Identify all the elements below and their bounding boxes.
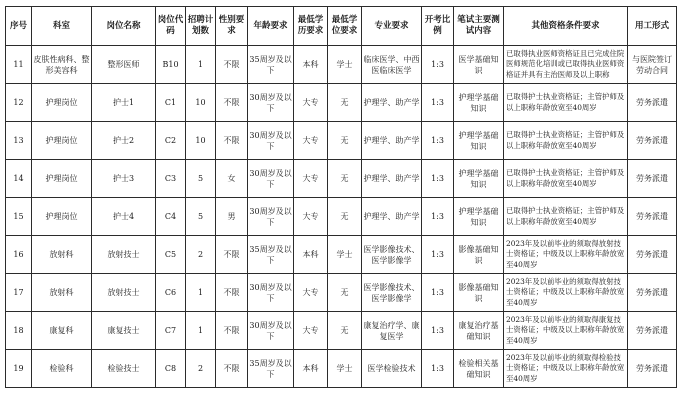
cell-age: 30周岁及以下	[248, 160, 294, 198]
header-plan: 招聘计划数	[186, 7, 216, 46]
cell-degree: 无	[328, 160, 362, 198]
cell-ratio: 1:3	[422, 236, 454, 274]
table-row	[6, 160, 677, 198]
header-major: 专业要求	[362, 7, 422, 46]
cell-major: 护理学、助产学	[362, 122, 422, 160]
cell-gender: 不限	[216, 312, 248, 350]
header-edu: 最低学历要求	[294, 7, 328, 46]
header-req: 其他资格条件要求	[504, 7, 628, 46]
cell-age: 35周岁及以下	[248, 46, 294, 84]
cell-major: 医学检验技术	[362, 350, 422, 388]
recruitment-table-container	[5, 6, 677, 388]
header-code: 岗位代码	[156, 7, 186, 46]
recruitment-table	[5, 6, 677, 388]
cell-form: 与医院签订劳动合同	[628, 46, 677, 84]
cell-age: 30周岁及以下	[248, 312, 294, 350]
cell-degree: 无	[328, 198, 362, 236]
cell-form: 劳务派遣	[628, 350, 677, 388]
header-degree: 最低学位要求	[328, 7, 362, 46]
cell-plan: 1	[186, 46, 216, 84]
cell-edu: 本科	[294, 350, 328, 388]
cell-plan: 5	[186, 160, 216, 198]
cell-exam: 护理学基础知识	[454, 198, 504, 236]
cell-edu: 大专	[294, 122, 328, 160]
cell-exam: 影像基础知识	[454, 236, 504, 274]
cell-plan: 1	[186, 312, 216, 350]
cell-edu: 大专	[294, 160, 328, 198]
cell-major: 护理学、助产学	[362, 160, 422, 198]
cell-ratio: 1:3	[422, 274, 454, 312]
cell-edu: 大专	[294, 198, 328, 236]
cell-post: 护士2	[92, 122, 156, 160]
cell-form: 劳务派遣	[628, 84, 677, 122]
cell-degree: 无	[328, 312, 362, 350]
cell-req: 已取得护士执业资格证；主管护师及以上职称年龄放宽至40周岁	[504, 160, 628, 198]
cell-no: 17	[6, 274, 32, 312]
cell-age: 30周岁及以下	[248, 84, 294, 122]
cell-exam: 护理学基础知识	[454, 84, 504, 122]
cell-exam: 康复治疗基础知识	[454, 312, 504, 350]
cell-ratio: 1:3	[422, 350, 454, 388]
cell-age: 35周岁及以下	[248, 350, 294, 388]
cell-code: C7	[156, 312, 186, 350]
cell-degree: 无	[328, 274, 362, 312]
cell-major: 临床医学、中西医临床医学	[362, 46, 422, 84]
table-body	[6, 46, 677, 388]
cell-req: 2023年及以前毕业的须取得放射技士资格证；中级及以上职称年龄放宽至40周岁	[504, 274, 628, 312]
header-dept: 科室	[32, 7, 92, 46]
table-row	[6, 350, 677, 388]
cell-code: C4	[156, 198, 186, 236]
cell-req: 已取得护士执业资格证；主管护师及以上职称年龄放宽至40周岁	[504, 198, 628, 236]
cell-form: 劳务派遣	[628, 198, 677, 236]
cell-dept: 护理岗位	[32, 122, 92, 160]
cell-major: 医学影像技术、医学影像学	[362, 236, 422, 274]
cell-post: 放射技士	[92, 236, 156, 274]
cell-post: 护士4	[92, 198, 156, 236]
table-row	[6, 46, 677, 84]
cell-age: 30周岁及以下	[248, 198, 294, 236]
cell-no: 19	[6, 350, 32, 388]
cell-age: 35周岁及以下	[248, 236, 294, 274]
cell-plan: 2	[186, 350, 216, 388]
cell-no: 14	[6, 160, 32, 198]
cell-req: 2023年及以前毕业的须取得放射技士资格证；中级及以上职称年龄放宽至40周岁	[504, 236, 628, 274]
cell-post: 整形医师	[92, 46, 156, 84]
table-row	[6, 312, 677, 350]
cell-edu: 大专	[294, 312, 328, 350]
cell-ratio: 1:3	[422, 46, 454, 84]
cell-exam: 医学基础知识	[454, 46, 504, 84]
cell-degree: 学士	[328, 46, 362, 84]
cell-no: 18	[6, 312, 32, 350]
cell-plan: 5	[186, 198, 216, 236]
cell-plan: 10	[186, 122, 216, 160]
cell-code: C1	[156, 84, 186, 122]
header-gender: 性别要求	[216, 7, 248, 46]
cell-form: 劳务派遣	[628, 274, 677, 312]
cell-no: 15	[6, 198, 32, 236]
cell-gender: 不限	[216, 84, 248, 122]
cell-form: 劳务派遣	[628, 160, 677, 198]
cell-exam: 影像基础知识	[454, 274, 504, 312]
cell-ratio: 1:3	[422, 84, 454, 122]
cell-post: 康复技士	[92, 312, 156, 350]
cell-code: C2	[156, 122, 186, 160]
cell-req: 2023年及以前毕业的须取得康复技士资格证；中级及以上职称年龄放宽至40周岁	[504, 312, 628, 350]
cell-ratio: 1:3	[422, 198, 454, 236]
cell-form: 劳务派遣	[628, 312, 677, 350]
cell-degree: 学士	[328, 350, 362, 388]
cell-req: 已取得护士执业资格证；主管护师及以上职称年龄放宽至40周岁	[504, 84, 628, 122]
cell-post: 检验技士	[92, 350, 156, 388]
header-form: 用工形式	[628, 7, 677, 46]
cell-degree: 无	[328, 122, 362, 160]
cell-code: B10	[156, 46, 186, 84]
cell-gender: 女	[216, 160, 248, 198]
cell-dept: 护理岗位	[32, 84, 92, 122]
cell-degree: 学士	[328, 236, 362, 274]
cell-req: 已取得护士执业资格证；主管护师及以上职称年龄放宽至40周岁	[504, 122, 628, 160]
header-ratio: 开考比例	[422, 7, 454, 46]
cell-plan: 10	[186, 84, 216, 122]
cell-code: C5	[156, 236, 186, 274]
cell-req: 已取得执业医师资格证且已完成住院医师规范化培训或已取得执业医师资格证并具有主治医师及以上职称	[504, 46, 628, 84]
cell-form: 劳务派遣	[628, 122, 677, 160]
cell-gender: 不限	[216, 274, 248, 312]
cell-no: 11	[6, 46, 32, 84]
cell-code: C8	[156, 350, 186, 388]
cell-no: 16	[6, 236, 32, 274]
cell-edu: 本科	[294, 46, 328, 84]
cell-ratio: 1:3	[422, 312, 454, 350]
table-row	[6, 236, 677, 274]
cell-major: 护理学、助产学	[362, 84, 422, 122]
cell-dept: 放射科	[32, 274, 92, 312]
cell-exam: 护理学基础知识	[454, 122, 504, 160]
table-row	[6, 274, 677, 312]
cell-gender: 不限	[216, 46, 248, 84]
cell-exam: 护理学基础知识	[454, 160, 504, 198]
table-row	[6, 198, 677, 236]
cell-post: 护士3	[92, 160, 156, 198]
cell-major: 护理学、助产学	[362, 198, 422, 236]
cell-post: 放射技士	[92, 274, 156, 312]
cell-dept: 皮肤性病科、整形美容科	[32, 46, 92, 84]
header-post: 岗位名称	[92, 7, 156, 46]
cell-exam: 检验相关基础知识	[454, 350, 504, 388]
cell-gender: 不限	[216, 122, 248, 160]
cell-no: 13	[6, 122, 32, 160]
cell-plan: 2	[186, 236, 216, 274]
cell-dept: 检验科	[32, 350, 92, 388]
cell-age: 30周岁及以下	[248, 274, 294, 312]
cell-gender: 不限	[216, 350, 248, 388]
cell-code: C3	[156, 160, 186, 198]
cell-gender: 不限	[216, 236, 248, 274]
cell-edu: 大专	[294, 274, 328, 312]
header-exam: 笔试主要测试内容	[454, 7, 504, 46]
cell-dept: 护理岗位	[32, 160, 92, 198]
cell-plan: 1	[186, 274, 216, 312]
cell-ratio: 1:3	[422, 122, 454, 160]
header-age: 年龄要求	[248, 7, 294, 46]
table-header-row	[6, 7, 677, 46]
cell-edu: 本科	[294, 236, 328, 274]
cell-no: 12	[6, 84, 32, 122]
cell-degree: 无	[328, 84, 362, 122]
cell-age: 30周岁及以下	[248, 122, 294, 160]
cell-major: 医学影像技术、医学影像学	[362, 274, 422, 312]
cell-ratio: 1:3	[422, 160, 454, 198]
cell-req: 2023年及以前毕业的须取得检验技士资格证；中级及以上职称年龄放宽至40周岁	[504, 350, 628, 388]
cell-edu: 大专	[294, 84, 328, 122]
table-row	[6, 122, 677, 160]
table-row	[6, 84, 677, 122]
header-no: 序号	[6, 7, 32, 46]
cell-form: 劳务派遣	[628, 236, 677, 274]
cell-post: 护士1	[92, 84, 156, 122]
cell-code: C6	[156, 274, 186, 312]
cell-dept: 护理岗位	[32, 198, 92, 236]
cell-dept: 放射科	[32, 236, 92, 274]
cell-gender: 男	[216, 198, 248, 236]
cell-dept: 康复科	[32, 312, 92, 350]
cell-major: 康复治疗学、康复医学	[362, 312, 422, 350]
